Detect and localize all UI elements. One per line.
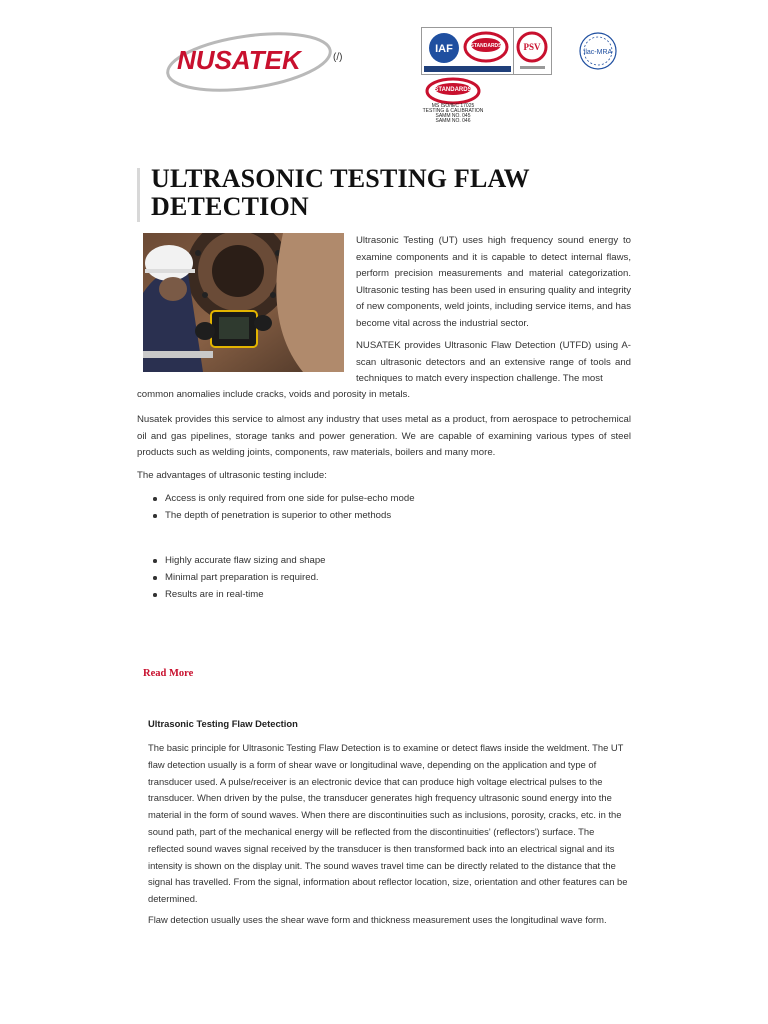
ilac-mra-logo [578,31,618,71]
svg-text:NUSATEK: NUSATEK [177,45,301,75]
advantages-list-2 [137,552,631,603]
svg-text:STANDARDS: STANDARDS [434,87,472,93]
list-item: Highly accurate flaw sizing and shape [137,552,631,569]
detail-paragraph: The basic principle for Ultrasonic Testing Flaw Detection is to examine or detect flaws inside the weldment. The UT flaw detection usually is a form of shear wave or longitudinal wave, depending on the application and type of transducer used. A pulse/receiver is an electronic device that can produce high voltage electrical pulses to the transducer. When driven by the pulse, the transducer generates high frequency ultrasonic sound energy into the material in the form of sound waves. When there are discontinuities such as inclusions, porosity, cracks, etc. in the sound path, part of the mechanical energy will be reflected from the discontinuities' (reflectors') surface. The reflected sound waves signal received by the transducer is then transformed back into an electrical signal and its intensity is shown on the display unit. The sound waves travel time can be directly related to the distance that the signal has travelled. From the signal, information about reflector location, size, orientation and other features can be determined. [148,742,628,905]
list-item: Access is only required from one side for pulse-echo mode [137,490,631,507]
list-item: The depth of penetration is superior to other methods [137,507,631,524]
svg-text:IAF: IAF [435,43,453,55]
list-item: Results are in real-time [137,586,631,603]
utfd-paragraph-continued: common anomalies include cracks, voids and porosity in metals. [137,389,411,400]
detail-heading: Ultrasonic Testing Flaw Detection [148,718,298,729]
intro-paragraph: Ultrasonic Testing (UT) uses high frequency sound energy to examine components and it is capable to detect internal flaws, perform precision measurements and material categorization. Ultrasonic testing has been used in ensuring quality and integrity of new components, weld joints, including service items, and has become vital across the industrial sector. [356,235,631,329]
advantages-list-1 [137,490,631,524]
nusatek-logo[interactable] [163,30,353,96]
accreditation-text: MS ISO/IEC 17025 TESTING & CALIBRATION SAMM NO. 045 SAMM NO. 046 [422,103,484,124]
technician-ultrasonic-testing-photo [143,233,344,372]
psv-cert-badge [513,27,552,75]
iaf-standards-cert-badge [421,27,514,75]
svg-text:STANDARDS: STANDARDS [470,43,502,49]
svg-text:PSV: PSV [523,42,541,52]
page-title: ULTRASONIC TESTING FLAW DETECTION [151,164,530,221]
advantages-intro: The advantages of ultrasonic testing include: [137,470,327,481]
list-item: Minimal part preparation is required. [137,569,631,586]
svg-text:ilac-MRA: ilac-MRA [583,49,613,56]
title-accent-bar [137,168,140,222]
logo-suffix: (/) [333,52,343,63]
utfd-paragraph: NUSATEK provides Ultrasonic Flaw Detection (UTFD) using A-scan ultrasonic detectors and an extensive range of tools and techniques to match every inspection challenge. The most [356,340,631,384]
read-more-link[interactable]: Read More [143,668,194,679]
detail-paragraph-2: Flaw detection usually uses the shear wave form and thickness measurement uses the longitudinal wave form. [148,914,607,925]
industry-paragraph: Nusatek provides this service to almost any industry that uses metal as a product, from aerospace to petrochemical oil and gas pipelines, storage tanks and power generation. We are capable of examining various types of steel products such as welding joints, components, raw materials, boilers and many more. [137,414,631,458]
